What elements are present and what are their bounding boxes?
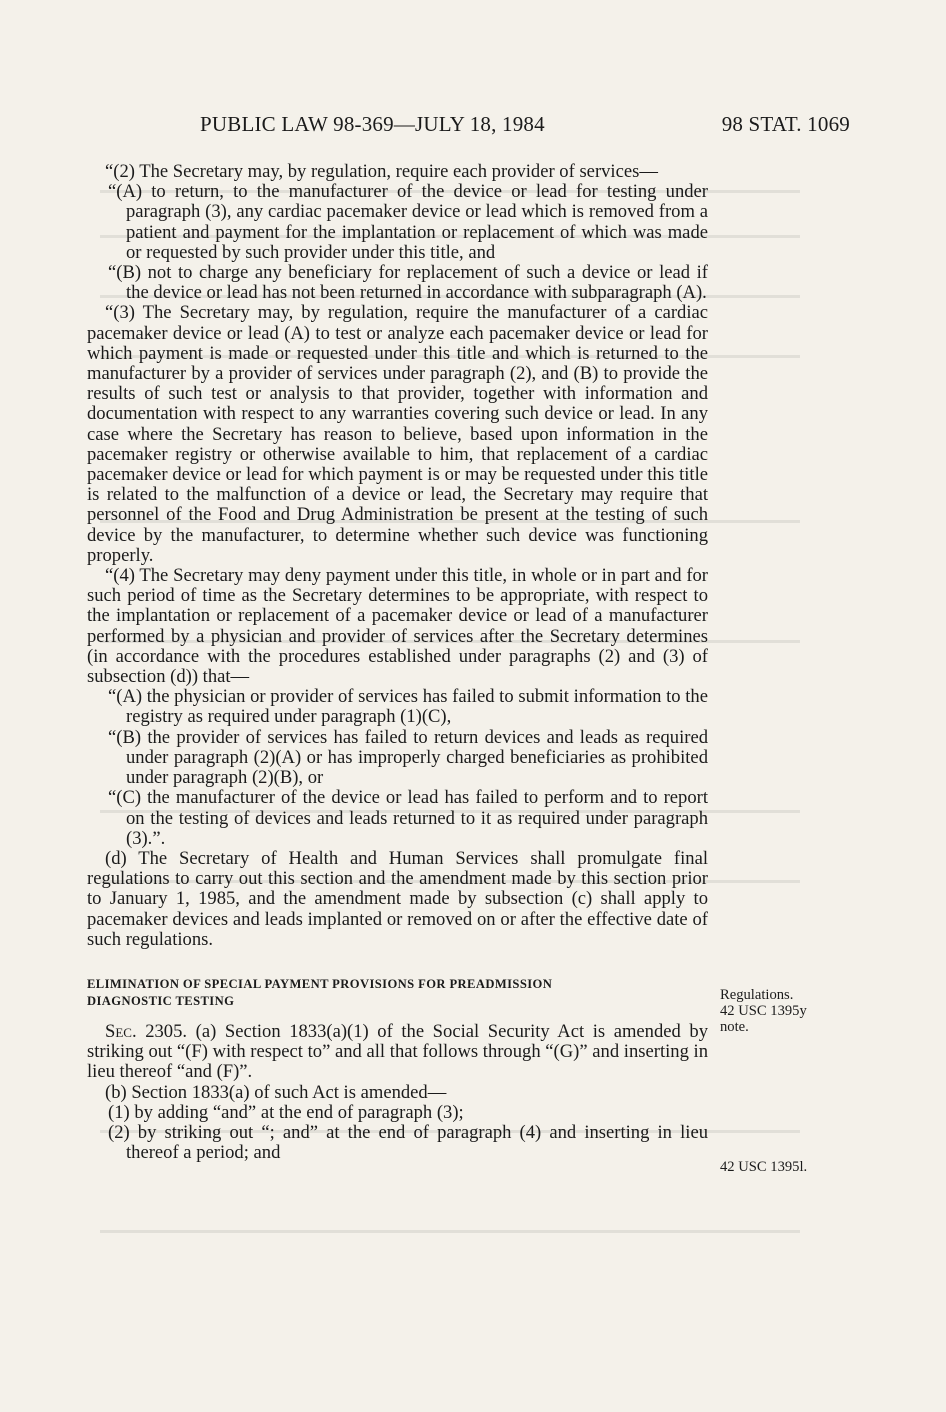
public-law-title: PUBLIC LAW 98-369—JULY 18, 1984 (200, 112, 545, 136)
subsection-b: (b) Section 1833(a) of such Act is amended— (105, 1081, 447, 1103)
margin-note-regulations-line1: Regulations. (720, 987, 794, 1003)
paragraph-2a: “(A) to return, to the manufacturer of the device or lead for testing under paragraph (3), any cardiac pacemaker device or lead which is removed from a patient and payment for the implantation or replacement of which was made or requested by such provider under this title, and (108, 181, 708, 263)
subsection-d: (d) The Secretary of Health and Human Services shall promulgate final regulations to carry out this section and the amendment made by this section prior to January 1, 1985, and the amendment made by subsection (c) shall apply to pacemaker devices and leads implanted or removed on or after the effective date of such regulations. (87, 847, 708, 950)
paragraph-4c: “(C) the manufacturer of the device or lead has failed to perform and to report on the testing of devices and leads returned to it as required under paragraph (3).”. (108, 787, 708, 849)
margin-note-usc-1395l: 42 USC 1395l. (720, 1159, 808, 1175)
margin-note-regulations-line2: 42 USC 1395y (720, 1003, 807, 1019)
statute-page-number: 98 STAT. 1069 (721, 112, 850, 136)
section-label: Sec. (105, 1020, 137, 1042)
paragraph-2b: “(B) not to charge any beneficiary for replacement of such a device or lead if the device or lead has not been returned in accordance with subparagraph (A). (108, 262, 708, 304)
paragraph-2: “(2) The Secretary may, by regulation, require each provider of services— (105, 161, 658, 182)
paragraph-4a: “(A) the physician or provider of services has failed to submit information to the registry as required under paragraph (1)(C), (108, 686, 708, 728)
margin-note-regulations-line3: note. (720, 1019, 749, 1035)
subsection-b-1: (1) by adding “and” at the end of paragraph (3); (108, 1101, 464, 1123)
section-heading-line1: ELIMINATION OF SPECIAL PAYMENT PROVISIONS FOR PREADMISSION (87, 976, 553, 991)
paragraph-3: “(3) The Secretary may, by regulation, require the manufacturer of a cardiac pacemaker device or lead (A) to test or analyze each pacemaker device or lead for which payment is made or requested under this title and which is returned to the manufacturer by a provider of services under paragraph (2), and (B) to provide the results of such test or analysis to that provider, together with information and documentation with respect to any warranties covering such device or lead. In any case where the Secretary has reason to believe, based upon information in the pacemaker registry or otherwise available to him, that replacement of a cardiac pacemaker device or lead for which payment is or may be requested under this title is related to the malfunction of a device or lead, the Secretary may require that personnel of the Food and Drug Administration be present at the testing of such device by the manufacturer, to determine whether such device was functioning properly. (87, 302, 708, 566)
paragraph-4: “(4) The Secretary may deny payment under this title, in whole or in part and for such period of time as the Secretary determines to be appropriate, with respect to the implantation or replacement of a pacemaker device or lead of a manufacturer performed by a physician and provider of services after the Secretary determines (in accordance with the procedures established under paragraphs (2) and (3) of subsection (d)) that— (87, 565, 708, 688)
margin-note-regulations (720, 987, 860, 1035)
page-header (200, 112, 850, 144)
body-text (87, 162, 708, 1163)
section-heading (87, 976, 708, 1010)
section-heading-line2: DIAGNOSTIC TESTING (87, 993, 235, 1008)
subsection-b-2: (2) by striking out “; and” at the end of paragraph (4) and inserting in lieu thereof a period; and (108, 1121, 708, 1164)
paragraph-4b: “(B) the provider of services has failed to return devices and leads as required under paragraph (2)(A) or has improperly charged beneficiaries as prohibited under paragraph (2)(B), or (108, 726, 708, 789)
section-2305 (87, 1022, 708, 1083)
section-2305-text: 2305. (a) Section 1833(a)(1) of the Social Security Act is amended by striking out “(F) with respect to” and all that follows through “(G)” and inserting in lieu thereof “and (F)”. (87, 1020, 708, 1083)
